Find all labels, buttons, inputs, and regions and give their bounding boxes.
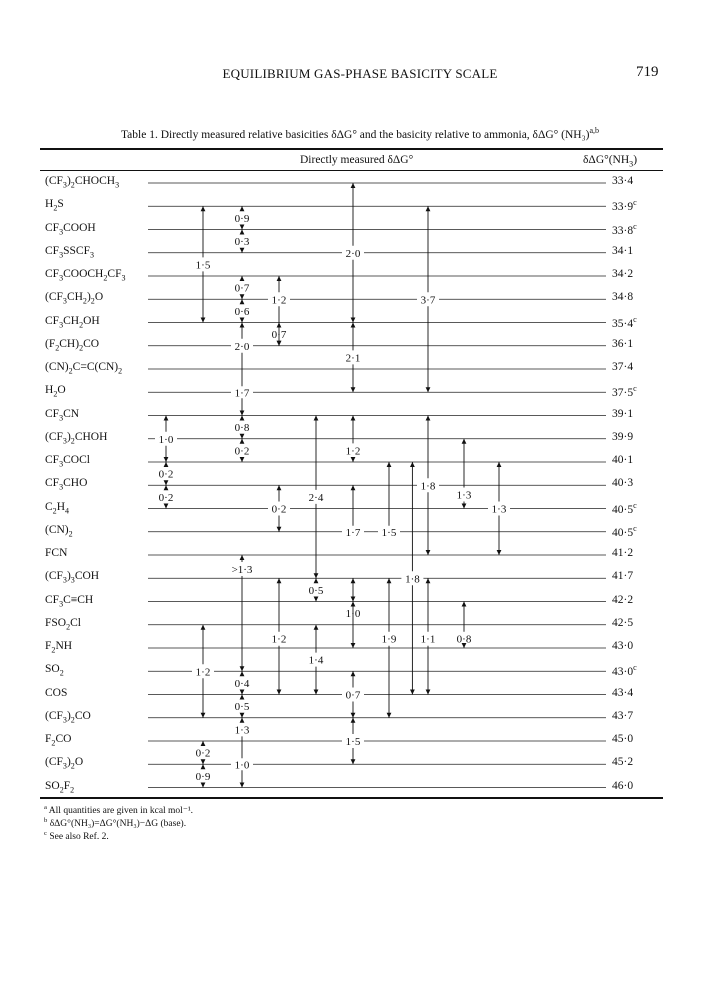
compound-name-part: 3 <box>59 250 64 260</box>
arrowhead-down <box>277 341 282 346</box>
compound-name-part: CH <box>63 314 80 327</box>
link-label: 0·7 <box>234 282 250 295</box>
compound-name-part: 2 <box>68 529 73 539</box>
compound-name-part: FSO <box>45 616 67 629</box>
basicity-value: 34·2 <box>612 268 634 280</box>
arrowhead-up <box>240 671 245 676</box>
footnote <box>44 804 193 816</box>
link-label: 0·7 <box>271 329 287 342</box>
arrowhead-down <box>240 783 245 788</box>
arrowhead-down <box>314 573 319 578</box>
arrowhead-down <box>426 550 431 555</box>
compound-name-part: ) <box>66 570 71 583</box>
arrowhead-down <box>164 457 169 462</box>
compound-name-part: 3 <box>59 226 64 236</box>
footnote-mark: c <box>633 384 637 394</box>
compound-name-part: 2 <box>55 343 60 353</box>
arrowhead-up <box>351 602 356 607</box>
footnote-text: δΔG°(NH₃)=ΔG°(NH₃)−ΔG (base). <box>47 819 187 830</box>
footnote-mark: b <box>44 817 48 824</box>
compound-name-part: CF <box>45 244 60 257</box>
basicity-value: 40·5 <box>612 503 634 516</box>
compound-name-part: C≡CH <box>63 593 94 606</box>
arrowhead-up <box>351 416 356 421</box>
compound-name-part: ) <box>66 175 71 187</box>
link-label: 2·0 <box>345 247 361 260</box>
link-label: 0·5 <box>308 584 324 597</box>
arrowhead-down <box>240 294 245 299</box>
arrowhead-up <box>410 462 415 467</box>
arrowhead-up <box>201 741 206 746</box>
arrowhead-up <box>240 323 245 328</box>
compound-name-part: 2 <box>118 366 123 376</box>
arrowhead-down <box>240 713 245 718</box>
arrowhead-down <box>351 643 356 648</box>
arrowhead-up <box>240 695 245 700</box>
compound-name-part: 3 <box>62 180 67 190</box>
basicity-value: 42·2 <box>612 593 634 606</box>
link-label: 1·7 <box>345 526 361 539</box>
arrowhead-up <box>240 416 245 421</box>
footnote <box>44 830 109 842</box>
compound-name-part: 2 <box>66 622 71 632</box>
basicity-value: 45·0 <box>612 733 634 745</box>
arrowhead-up <box>277 323 282 328</box>
link-label: 2·1 <box>345 352 361 365</box>
compound-name-part: 3 <box>62 715 67 725</box>
basicity-value: 33·8 <box>612 224 634 237</box>
link-label: 1·0 <box>158 433 174 446</box>
compound-name-part: CO <box>83 337 100 350</box>
compound-name-part: Cl <box>70 616 82 629</box>
arrowhead-up <box>201 206 206 211</box>
basicity-value: 39·9 <box>612 430 634 443</box>
compound-name-part: O <box>94 291 104 304</box>
compound-name-part: 2 <box>79 319 84 329</box>
arrowhead-down <box>240 318 245 323</box>
basicity-value: 34·1 <box>612 244 634 257</box>
link-label: 0·2 <box>271 503 287 516</box>
compound-name-part: CF <box>45 593 60 606</box>
link-label: 0·9 <box>195 770 211 783</box>
basicity-value: 34·8 <box>612 291 634 304</box>
column-header-nh3-main: δΔG°(NH <box>583 154 630 166</box>
link-label: 0·2 <box>234 445 250 458</box>
compound-name-part: 2 <box>70 715 75 725</box>
basicity-value: 41·2 <box>612 547 634 559</box>
arrowhead-down <box>164 504 169 509</box>
link-label: 0·6 <box>234 305 250 318</box>
compound-name-part: COH <box>74 570 100 583</box>
compound-name-part: (F <box>45 337 56 350</box>
table-bottom-rule <box>40 797 663 799</box>
compound-name-part: COCl <box>63 454 90 466</box>
link-label: 1·3 <box>456 489 472 502</box>
basicity-value: 43·0 <box>612 666 634 679</box>
table-caption-footnote-marks: a,b <box>589 126 600 135</box>
compound-name-part: CF <box>45 477 60 490</box>
arrowhead-down <box>240 411 245 416</box>
compound-name-part: 3 <box>89 250 94 260</box>
compound-name-part: SO <box>45 663 60 676</box>
compound-name-part: CH <box>66 291 83 304</box>
link-label: 1·2 <box>271 294 287 307</box>
compound-name-part: O <box>74 756 84 769</box>
compound-name-part: ) <box>66 430 71 443</box>
compound-name-part: CF <box>107 268 122 280</box>
compound-name-part: H <box>45 198 54 211</box>
compound-name-part: S <box>57 198 64 211</box>
basicity-value: 43·0 <box>612 640 634 652</box>
compound-name-part: CF <box>45 314 60 327</box>
compound-name-part: 3 <box>62 436 67 446</box>
compound-name-part: O <box>57 384 66 397</box>
link-label: 0·3 <box>234 236 250 249</box>
compound-name-part: 2 <box>51 645 56 655</box>
link-label: 1·8 <box>420 480 436 493</box>
link-label: 0·8 <box>234 422 250 435</box>
arrowhead-up <box>462 439 467 444</box>
link-label: 1·5 <box>195 259 211 272</box>
compound-name-part: F <box>63 779 71 792</box>
arrowhead-up <box>314 416 319 421</box>
arrowhead-up <box>351 183 356 188</box>
compound-name-part: CHO <box>63 477 88 490</box>
link-label: 0·5 <box>234 701 250 714</box>
compound-name-part: CF <box>45 454 60 466</box>
compound-name-part: CHOH <box>74 430 108 443</box>
table-caption-text: Table 1. Directly measured relative basicities δΔG° and the basicity relative to ammonia, δΔG° (NH₃) <box>120 128 590 141</box>
compound-name-part: 3 <box>70 575 75 585</box>
link-label: 1·3 <box>234 724 250 737</box>
compound-name-part: CF <box>45 407 60 420</box>
compound-name-part: C=C(CN) <box>72 361 119 373</box>
compound-name-part: F <box>45 733 52 745</box>
link-label: 1·5 <box>381 526 397 539</box>
basicity-value: 36·1 <box>612 337 634 350</box>
link-label: 1·4 <box>308 654 324 667</box>
compound-name-part: CF <box>45 268 60 280</box>
link-label: 2·0 <box>234 340 250 353</box>
link-label: 1·2 <box>271 633 287 646</box>
link-label: 2·4 <box>308 491 324 504</box>
basicity-value: 39·1 <box>612 407 634 420</box>
compound-name-part: 3 <box>115 180 120 190</box>
link-label: 1·8 <box>405 573 420 586</box>
arrowhead-up <box>426 206 431 211</box>
arrowhead-down <box>351 713 356 718</box>
running-header-title: EQUILIBRIUM GAS-PHASE BASICITY SCALE <box>222 66 498 81</box>
compound-name-part: ) <box>66 756 71 769</box>
compound-name-part: 2 <box>51 738 56 748</box>
arrowhead-up <box>240 230 245 235</box>
footnote-mark: c <box>633 198 637 208</box>
compound-name-part: H <box>56 500 66 513</box>
arrowhead-up <box>164 485 169 490</box>
compound-name-part: OH <box>83 314 100 327</box>
compound-name-part: 4 <box>65 505 70 515</box>
link-label: 0·2 <box>158 491 174 504</box>
link-label: 0·7 <box>345 689 361 702</box>
footnote-mark: c <box>633 500 637 510</box>
arrowhead-down <box>240 225 245 230</box>
compound-name-part: (CN) <box>45 523 69 536</box>
arrowhead-down <box>497 550 502 555</box>
arrowhead-up <box>314 578 319 583</box>
compound-name-part: (CF <box>45 570 63 583</box>
compound-name-part: H <box>45 384 54 397</box>
compound-name-part: 2 <box>70 436 75 446</box>
compound-name-part: F <box>45 640 52 652</box>
basicity-value: 40·1 <box>612 454 634 466</box>
compound-name-part: SSCF <box>63 244 90 257</box>
footnote-mark: c <box>633 523 637 533</box>
arrowhead-up <box>387 462 392 467</box>
arrowhead-up <box>351 578 356 583</box>
column-header-nh3-sub: 3 <box>629 159 634 169</box>
link-label: 0·2 <box>195 747 211 760</box>
compound-name-part: 2 <box>53 389 58 399</box>
compound-name-part: ) <box>66 709 71 722</box>
compound-name-part: 3 <box>62 761 67 771</box>
link-label: 1·0 <box>234 759 250 772</box>
compound-name-part: (CF <box>45 175 63 187</box>
arrowhead-up <box>351 718 356 723</box>
compound-name-part: 2 <box>59 668 64 678</box>
arrowhead-up <box>240 299 245 304</box>
basicity-value: 33·4 <box>612 175 634 187</box>
compound-name-part: (CF <box>45 709 63 722</box>
arrowhead-down <box>240 248 245 253</box>
arrowhead-down <box>462 504 467 509</box>
arrowhead-down <box>240 457 245 462</box>
compound-name-part: CO <box>74 709 91 722</box>
arrowhead-up <box>387 578 392 583</box>
arrowhead-down <box>240 666 245 671</box>
arrowhead-up <box>314 625 319 630</box>
basicity-value: 43·7 <box>612 709 634 722</box>
footnote-text: All quantities are given in kcal mol⁻¹. <box>46 806 194 817</box>
arrowhead-up <box>240 555 245 560</box>
arrowhead-up <box>277 578 282 583</box>
compound-name-part: 3 <box>59 412 64 422</box>
compound-name-part: (CN) <box>45 361 69 373</box>
arrowhead-down <box>426 387 431 392</box>
arrowhead-up <box>240 206 245 211</box>
compound-name-part: FCN <box>45 547 68 559</box>
footnote-mark: a <box>44 804 47 811</box>
arrowhead-down <box>240 434 245 439</box>
arrowhead-down <box>314 690 319 695</box>
footnote-text: See also Ref. 2. <box>46 832 109 843</box>
arrowhead-up <box>351 485 356 490</box>
basicity-value: 37·4 <box>612 361 634 373</box>
compound-name-part: 2 <box>52 505 57 515</box>
compound-name-part: (CF <box>45 291 63 304</box>
link-label: 1·2 <box>195 666 211 679</box>
basicity-value: 37·5 <box>612 387 634 400</box>
basicity-value: 46·0 <box>612 779 634 792</box>
compound-name-part: 3 <box>62 575 67 585</box>
compound-name-part: CO <box>55 733 72 745</box>
compound-name-part: 2 <box>90 296 95 306</box>
footnote-mark: c <box>44 830 47 837</box>
arrowhead-down <box>351 387 356 392</box>
arrowhead-down <box>164 480 169 485</box>
compound-name-part: 2 <box>82 296 87 306</box>
compound-name-part: CN <box>63 407 80 420</box>
link-label: 1·3 <box>491 503 507 516</box>
compound-name-part: COOCH <box>63 268 104 280</box>
compound-name-part: NH <box>55 640 73 652</box>
arrowhead-down <box>351 597 356 602</box>
basicity-value: 42·5 <box>612 616 634 629</box>
basicity-value: 35·4 <box>612 317 634 330</box>
arrowhead-down <box>426 690 431 695</box>
arrowhead-up <box>497 462 502 467</box>
compound-name-part: 2 <box>79 343 84 353</box>
arrowhead-down <box>240 690 245 695</box>
arrowhead-up <box>240 718 245 723</box>
arrowhead-up <box>462 602 467 607</box>
compound-name-part: 2 <box>53 203 58 213</box>
compound-name-part: 3 <box>62 296 67 306</box>
link-label: 3·7 <box>420 294 436 307</box>
footnote-mark: c <box>633 663 637 673</box>
compound-name-part: (CF <box>45 756 63 769</box>
link-label: 1·5 <box>345 736 361 748</box>
arrowhead-up <box>351 323 356 328</box>
footnote <box>44 817 186 829</box>
compound-name-part: 3 <box>59 319 64 329</box>
basicity-value: 41·7 <box>612 570 634 583</box>
compound-name-part: COS <box>45 686 68 699</box>
compound-name-part: COOH <box>63 221 96 234</box>
arrowhead-up <box>164 462 169 467</box>
arrowhead-down <box>387 713 392 718</box>
basicity-value: 45·2 <box>612 756 634 769</box>
basicity-value: 40·3 <box>612 477 634 490</box>
arrowhead-up <box>164 416 169 421</box>
link-label: 1·2 <box>345 445 361 458</box>
arrowhead-down <box>410 690 415 695</box>
footnote-mark: c <box>633 314 637 324</box>
link-label: 1·1 <box>420 633 436 646</box>
arrowhead-down <box>277 527 282 532</box>
arrowhead-down <box>351 759 356 764</box>
link-label: 0·2 <box>158 468 174 481</box>
column-header-measured: Directly measured δΔG° <box>300 154 414 166</box>
arrowhead-up <box>277 485 282 490</box>
compound-name-part: 3 <box>59 273 64 283</box>
arrowhead-up <box>426 578 431 583</box>
compound-name-part: 2 <box>70 180 75 190</box>
basicity-value: 43·4 <box>612 686 634 699</box>
arrowhead-up <box>277 276 282 281</box>
compound-name-part: 2 <box>70 761 75 771</box>
compound-name-part: CHOCH <box>74 175 116 187</box>
arrowhead-down <box>201 318 206 323</box>
arrowhead-down <box>201 713 206 718</box>
link-label: 0·9 <box>234 212 250 225</box>
column-header-nh3-tail: ) <box>633 154 638 166</box>
compound-name-part: (CF <box>45 430 63 443</box>
arrowhead-up <box>201 764 206 769</box>
link-label: 1·9 <box>381 633 397 646</box>
arrowhead-up <box>426 416 431 421</box>
compound-name-part: 2 <box>59 784 64 794</box>
arrowhead-down <box>351 457 356 462</box>
link-label: 0·8 <box>456 633 472 646</box>
basicity-value: 33·9 <box>612 201 634 214</box>
basicity-value: 40·5 <box>612 526 634 539</box>
compound-name-part: 2 <box>103 273 108 283</box>
compound-name-part: CF <box>45 221 60 234</box>
compound-name-part: CH) <box>59 337 80 350</box>
arrowhead-down <box>201 783 206 788</box>
compound-name-part: 3 <box>59 598 64 608</box>
arrowhead-down <box>201 759 206 764</box>
compound-name-part: 3 <box>59 459 64 469</box>
compound-name-part: C <box>45 500 53 513</box>
link-label: 0·4 <box>234 677 250 690</box>
arrowhead-up <box>240 276 245 281</box>
compound-name-part: 2 <box>68 366 73 376</box>
compound-name-part: 3 <box>121 273 126 283</box>
arrowhead-up <box>201 625 206 630</box>
arrowhead-up <box>351 671 356 676</box>
arrowhead-down <box>314 597 319 602</box>
arrowhead-up <box>240 439 245 444</box>
arrowhead-down <box>277 690 282 695</box>
compound-name-part: 3 <box>59 482 64 492</box>
footnote-mark: c <box>633 221 637 231</box>
compound-name-part: SO <box>45 779 60 792</box>
arrowhead-down <box>351 318 356 323</box>
compound-name-part: ) <box>86 291 91 304</box>
link-label: 1·0 <box>345 608 361 621</box>
link-label: >1·3 <box>231 563 253 576</box>
compound-name-part: 2 <box>70 784 75 794</box>
page-number: 719 <box>636 64 659 80</box>
link-label: 1·7 <box>234 387 250 400</box>
